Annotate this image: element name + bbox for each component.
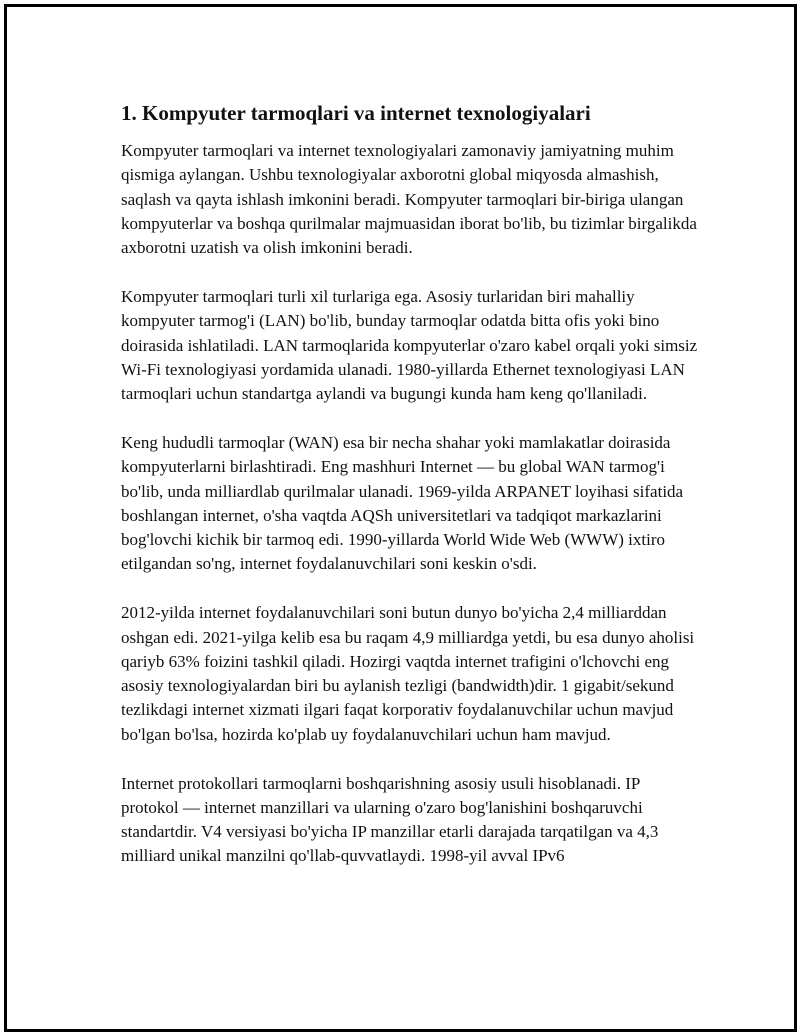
paragraph-statistics: 2012-yilda internet foydalanuvchilari soni butun dunyo bo'yicha 2,4 milliarddan oshgan edi. 2021-yilga kelib esa bu raqam 4,9 milliardga yetdi, bu esa dunyo aholisi qariyb 63% foizini tashkil qiladi. Hozirgi vaqtda internet trafigini o'lchovchi eng asosiy texnologiyalardan biri bu aylanish tezligi (bandwidth)dir. 1 gigabit/sekund tezlikdagi internet xizmati ilgari faqat korporativ foydalanuvchilar uchun mavjud bo'lgan bo'lsa, hozirda ko'plab uy foydalanuvchilari uchun ham mavjud. [121,603,695,744]
document-body [121,99,701,893]
paragraph-lan: Kompyuter tarmoqlari turli xil turlariga ega. Asosiy turlaridan biri mahalliy kompyuter tarmog'i (LAN) bo'lib, bunday tarmoqlar odatda bitta ofis yoki bino doirasida ishlatiladi. LAN tarmoqlarida kompyuterlar o'zaro kabel orqali yoki simsiz Wi-Fi texnologiyasi yordamida ulanadi. 1980-yillarda Ethernet texnologiyasi LAN tarmoqlari uchun standartga aylandi va bugungi kunda ham keng qo'llaniladi. [121,286,698,404]
paragraph-protocols: Internet protokollari tarmoqlarni boshqarishning asosiy usuli hisoblanadi. IP protokol — internet manzillari va ularning o'zaro bog'lanishini boshqaruvchi standartdir. V4 versiyasi bo'yicha IP manzillar etarli darajada tarqatilgan va 4,3 milliard unikal manzilni qo'llab-quvvatlaydi. 1998-yil avval IPv6 [121,773,659,866]
paragraph-wan: Keng hududli tarmoqlar (WAN) esa bir necha shahar yoki mamlakatlar doirasida kompyuterlarni birlashtiradi. Eng mashhuri Internet — bu global WAN tarmog'i bo'lib, unda milliardlab qurilmalar ulanadi. 1969-yilda ARPANET loyihasi sifatida boshlangan internet, o'sha vaqtda AQSh universitetlari va tadqiqot markazlarini bog'lovchi kichik bir tarmoq edi. 1990-yillarda World Wide Web (WWW) ixtiro etilgandan so'ng, internet foydalanuvchilari soni keskin o'sdi. [121,432,684,574]
document-title: 1. Kompyuter tarmoqlari va internet texnologiyalari [121,101,591,125]
page-frame [4,4,797,1032]
paragraph-intro: Kompyuter tarmoqlari va internet texnologiyalari zamonaviy jamiyatning muhim qismiga aylangan. Ushbu texnologiyalar axborotni global miqyosda almashish, saqlash va qayta ishlash imkonini beradi. Kompyuter tarmoqlari bir-biriga ulangan kompyuterlar va boshqa qurilmalar majmuasidan iborat bo'lib, bu tizimlar birgalikda axborotni uzatish va olish imkonini beradi. [121,141,697,258]
